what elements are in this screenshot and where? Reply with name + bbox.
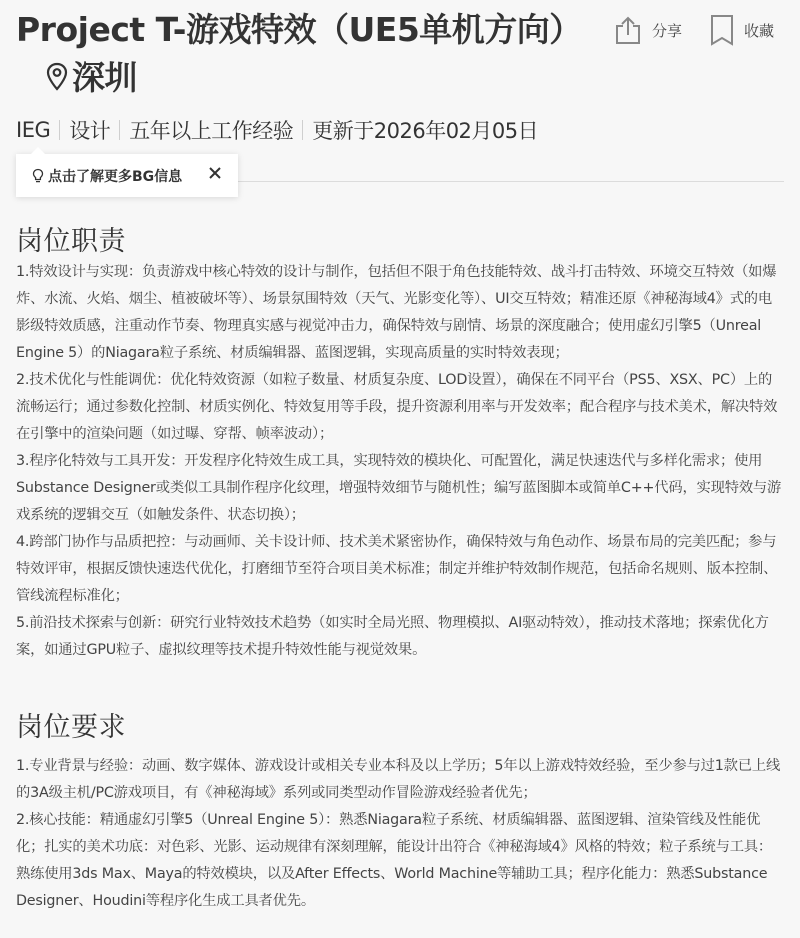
responsibility-item: 4.跨部门协作与品质把控：与动画师、关卡设计师、技术美术紧密协作，确保特效与角色动作、场景布局的完美匹配；参与特效评审，根据反馈快速迭代优化，打磨细节至符合项目美术标准；制定并维护特效制作规范，包括命名规则、版本控制、管线流程标准化； xyxy=(16,534,778,604)
meta-divider xyxy=(119,120,120,140)
share-label: 分享 xyxy=(651,21,682,40)
responsibility-item: 3.程序化特效与工具开发：开发程序化特效生成工具，实现特效的模块化、可配置化，满足快速迭代与多样化需求；使用Substance Designer或类似工具制作程序化纹理，增强特效细节与随机性；编写蓝图脚本或简单C++代码，实现特效与游戏系统的逻辑交互（如触发条件、状态切换）； xyxy=(16,453,782,523)
bookmark-label: 收藏 xyxy=(743,21,774,40)
job-title-block xyxy=(16,6,582,102)
tooltip-text[interactable]: 点击了解更多BG信息 xyxy=(48,168,183,185)
responsibilities-heading: 岗位职责 xyxy=(16,226,126,257)
meta-divider xyxy=(302,120,303,140)
responsibility-item: 5.前沿技术探索与创新：研究行业特效技术趋势（如实时全局光照、物理模拟、AI驱动特效），推动技术落地；探索优化方案，如通过GPU粒子、虚拟纹理等技术提升特效性能与视觉效果。 xyxy=(16,615,769,658)
job-meta xyxy=(16,115,538,145)
header-actions xyxy=(614,14,774,46)
bg-info-tooltip[interactable] xyxy=(16,154,238,197)
close-icon[interactable] xyxy=(208,166,222,180)
responsibility-item: 2.技术优化与性能调优：优化特效资源（如粒子数量、材质复杂度、LOD设置），确保在不同平台（PS5、XSX、PC）上的流畅运行；通过参数化控制、材质实例化、特效复用等手段，提升资源利用率与开发效率；配合程序与技术美术，解决特效在引擎中的渲染问题（如过曝、穿帮、帧率波动）； xyxy=(16,372,778,442)
meta-experience: 五年以上工作经验 xyxy=(129,119,294,143)
bookmark-icon xyxy=(710,14,734,46)
responsibility-item: 1.特效设计与实现：负责游戏中核心特效的设计与制作，包括但不限于角色技能特效、战斗打击特效、环境交互特效（如爆炸、水流、火焰、烟尘、植被破坏等）、场景氛围特效（天气、光影变化等）、UI交互特效；精准还原《神秘海域4》式的电影级特效质感，注重动作节奏、物理真实感与视觉冲击力，确保特效与剧情、场景的深度融合；使用虚幻引擎5（Unreal Engine 5）的Niagara粒子系统、材质编辑器、蓝图逻辑，实现高质量的实时特效表现； xyxy=(16,264,777,361)
meta-divider xyxy=(59,120,60,140)
requirement-item: 2.核心技能：精通虚幻引擎5（Unreal Engine 5）：熟悉Niagara粒子系统、材质编辑器、蓝图逻辑、渲染管线及性能优化；扎实的美术功底：对色彩、光影、运动规律有深刻理解，能设计出符合《神秘海域4》风格的特效；粒子系统与工具：熟练使用3ds Max、Maya的特效模块，以及After Effects、World Machine等辅助工具；程序化能力：熟悉Substance Designer、Houdini等程序化生成工具者优先。 xyxy=(16,812,773,909)
meta-category: 设计 xyxy=(69,119,111,143)
requirements-heading: 岗位要求 xyxy=(16,712,126,743)
responsibilities-list xyxy=(16,259,786,664)
meta-updated: 更新于2026年02月05日 xyxy=(312,119,539,143)
lightbulb-icon xyxy=(32,168,44,184)
map-pin-icon xyxy=(46,62,68,92)
location-label: 深圳 xyxy=(72,58,137,97)
requirements-list xyxy=(16,753,786,915)
requirement-item: 1.专业背景与经验：动画、数字媒体、游戏设计或相关专业本科及以上学历；5年以上游戏特效经验，至少参与过1款已上线的3A级主机/PC游戏项目，有《神秘海域》系列或同类型动作冒险游戏经验者优先； xyxy=(16,758,781,801)
bookmark-button[interactable] xyxy=(710,14,774,46)
job-location xyxy=(46,58,137,97)
share-icon xyxy=(614,15,642,45)
meta-bg[interactable]: IEG xyxy=(16,118,51,142)
share-button[interactable] xyxy=(614,15,682,45)
job-title: Project T-游戏特效（UE5单机方向） xyxy=(16,10,582,49)
